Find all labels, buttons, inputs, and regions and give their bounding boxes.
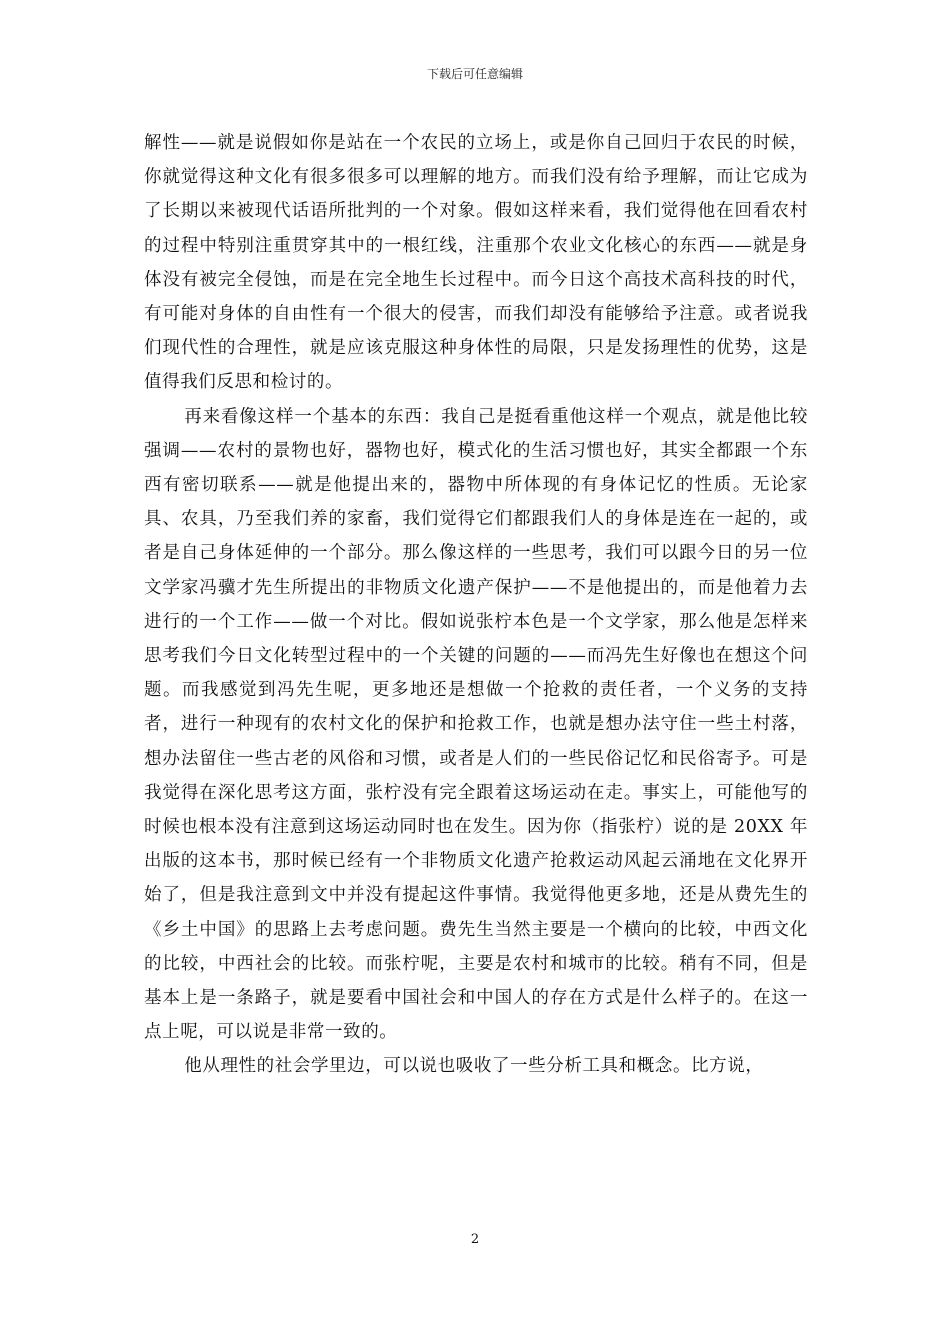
body-paragraph: 解性——就是说假如你是站在一个农民的立场上，或是你自己回归于农民的时候，你就觉得这种文化有很多很多可以理解的地方。而我们没有给予理解，而让它成为了长期以来被现代话语所批判的一个对象。假如这样来看，我们觉得他在回看农村的过程中特别注重贯穿其中的一根红线，注重那个农业文化核心的东西——就是身体没有被完全侵蚀，而是在完全地生长过程中。而今日这个高技术高科技的时代，有可能对身体的自由性有一个很大的侵害，而我们却没有能够给予注意。或者说我们现代性的合理性，就是应该克服这种身体性的局限，只是发扬理性的优势，这是值得我们反思和检讨的。 (144, 133, 808, 393)
page-header: 下载后可任意编辑 (426, 67, 523, 81)
document-body (144, 126, 808, 1084)
body-paragraph: 他从理性的社会学里边，可以说也吸收了一些分析工具和概念。比方说， (184, 1056, 764, 1077)
page-number: 2 (470, 1232, 480, 1247)
body-paragraph: 再来看像这样一个基本的东西：我自己是挺看重他这样一个观点，就是他比较强调——农村的景物也好，器物也好，模式化的生活习惯也好，其实全都跟一个东西有密切联系——就是他提出来的，器物中所体现的有身体记忆的性质。无论家具、农具，乃至我们养的家畜，我们觉得它们都跟我们人的身体是连在一起的，或者是自己身体延伸的一个部分。那么像这样的一些思考，我们可以跟今日的另一位文学家冯骥才先生所提出的非物质文化遗产保护——不是他提出的，而是他着力去进行的一个工作——做一个对比。假如说张柠本色是一个文学家，那么他是怎样来思考我们今日文化转型过程中的一个关键的问题的——而冯先生好像也在想这个问题。而我感觉到冯先生呢，更多地还是想做一个抢救的责任者，一个义务的支持者，进行一种现有的农村文化的保护和抢救工作，也就是想办法守住一些土村落，想办法留住一些古老的风俗和习惯，或者是人们的一些民俗记忆和民俗寄予。可是我觉得在深化思考这方面，张柠没有完全跟着这场运动在走。事实上，可能他写的时候也根本没有注意到这场运动同时也在发生。因为你（指张柠）说的是 20XX 年出版的这本书，那时候已经有一个非物质文化遗产抢救运动风起云涌地在文化界开始了，但是我注意到文中并没有提起这件事情。我觉得他更多地，还是从费先生的《乡土中国》的思路上去考虑问题。费先生当然主要是一个横向的比较，中西文化的比较，中西社会的比较。而张柠呢，主要是农村和城市的比较。稍有不同，但是基本上是一条路子，就是要看中国社会和中国人的存在方式是什么样子的。在这一点上呢，可以说是非常一致的。 (144, 406, 808, 1043)
